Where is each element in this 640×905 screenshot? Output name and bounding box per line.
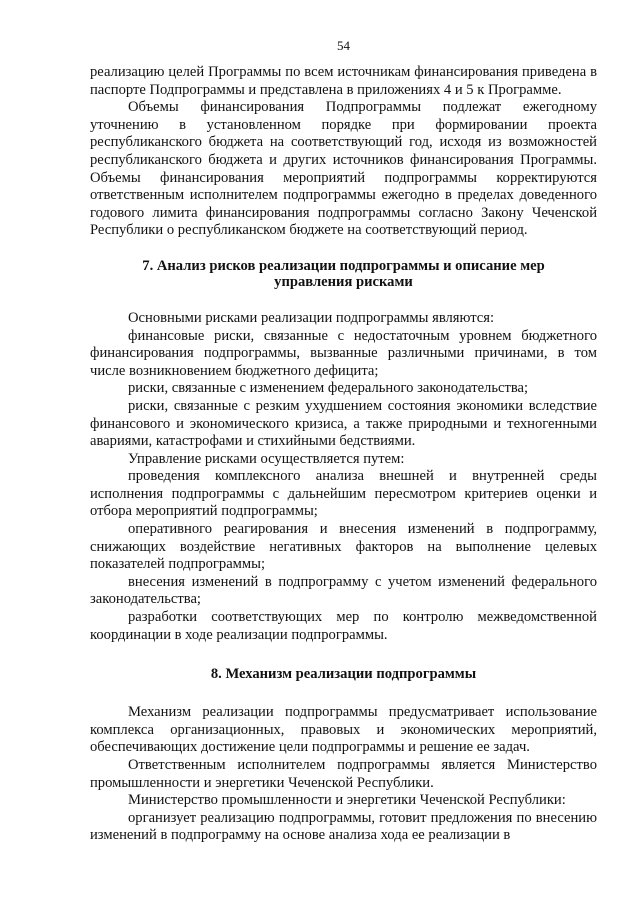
section-7-paragraph: финансовые риски, связанные с недостаточным уровнем бюджетного финансирования подпрограммы, вызванные различными причинами, в том числе возникновением бюджетного дефицита;	[90, 327, 597, 379]
section-7-paragraph: Основными рисками реализации подпрограммы являются:	[128, 309, 495, 326]
section-7-paragraph: риски, связанные с изменением федерального законодательства;	[128, 380, 529, 397]
section-8-paragraph: Министерство промышленности и энергетики Чеченской Республики:	[128, 792, 566, 809]
document-page	[90, 38, 597, 845]
section-7-heading: 7. Анализ рисков реализации подпрограммы и описание мер управления рисками	[142, 257, 545, 290]
paragraph-continuation: реализацию целей Программы по всем источникам финансирования приведена в паспорте Подпрограммы и представлена в приложениях 4 и 5 к Программе.	[90, 64, 597, 98]
paragraph-financing-volumes: Объемы финансирования Подпрограммы подлежат ежегодному уточнению в установленном порядке при формировании проекта республиканского бюджета на соответствующий год, исходя из возможностей республиканского бюджета и других источников финансирования Программы. Объемы финансирования мероприятий подпрограммы корректируются ответственным исполнителем подпрограммы ежегодно в пределах доведенного годового лимита финансирования подпрограммы согласно Закону Чеченской Республики о республиканском бюджете на соответствующий период.	[90, 99, 597, 239]
section-7-paragraph: разработки соответствующих мер по контролю межведомственной координации в ходе реализации подпрограммы.	[90, 609, 597, 643]
section-8-heading: 8. Механизм реализации подпрограммы	[210, 666, 477, 683]
section-7-paragraph: проведения комплексного анализа внешней и внутренней среды исполнения подпрограммы с дальнейшим пересмотром критериев оценки и отбора мероприятий подпрограммы;	[90, 468, 597, 520]
section-8-paragraph: организует реализацию подпрограммы, готовит предложения по внесению изменений в подпрограмму на основе анализа хода ее реализации в	[90, 809, 597, 844]
page-number: 54	[337, 38, 350, 53]
section-7-paragraph: оперативного реагирования и внесения изменений в подпрограмму, снижающих воздействие негативных факторов на выполнение целевых показателей подпрограммы;	[90, 521, 597, 573]
section-7-paragraph: Управление рисками осуществляется путем:	[128, 450, 405, 467]
section-8-paragraph: Механизм реализации подпрограммы предусматривает использование комплекса организационных, правовых и экономических мероприятий, обеспечивающих достижение цели подпрограммы и решение ее задач.	[90, 704, 597, 756]
section-8-paragraph: Ответственным исполнителем подпрограммы является Министерство промышленности и энергетики Чеченской Республики.	[90, 757, 597, 791]
section-7-paragraph: риски, связанные с резким ухудшением состояния экономики вследствие финансового и экономического кризиса, а также природными и техногенными авариями, катастрофами и стихийными бедствиями.	[90, 397, 597, 450]
section-7-paragraph: внесения изменений в подпрограмму с учетом изменений федерального законодательства;	[90, 573, 597, 608]
